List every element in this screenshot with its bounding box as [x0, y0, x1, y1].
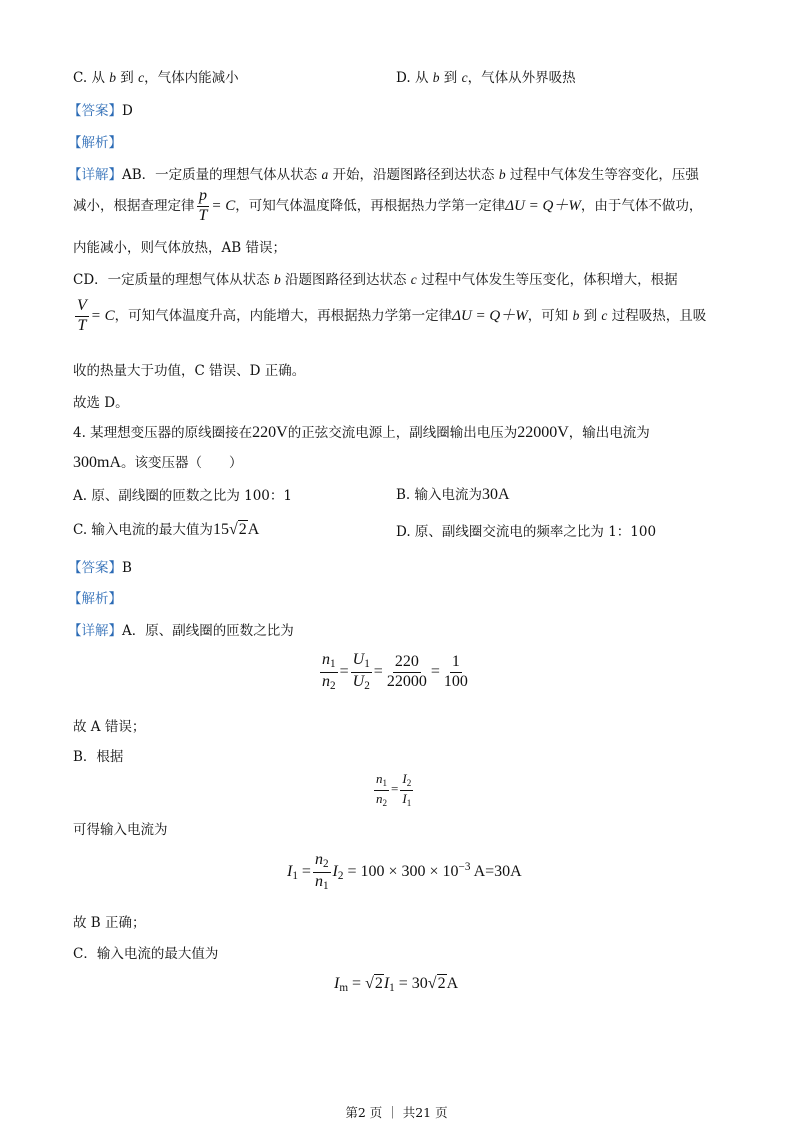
q3-detail-line3: 内能减小，则气体放热，AB 错误；: [73, 240, 286, 256]
text: 4. 某理想变压器的原线圈接在: [73, 425, 253, 441]
q4-stem-line1: [73, 421, 650, 442]
detail-tag: 【详解】: [68, 167, 122, 183]
text: 从: [414, 70, 429, 86]
frac-n1-n2: [320, 652, 338, 693]
sub: 2: [322, 858, 329, 870]
equals: =: [352, 975, 362, 992]
sqrt: √2: [427, 975, 446, 992]
var: a: [321, 167, 329, 182]
radicand: 2: [437, 975, 446, 992]
answer-value: B: [122, 560, 132, 576]
value: 22000V: [517, 424, 569, 441]
rhs: = 100 × 300 × 10: [347, 862, 459, 880]
frac-i2-i1: [400, 772, 413, 808]
frac-num: V: [75, 298, 89, 317]
unit: A: [247, 521, 260, 538]
first-law-equation: ΔU = Q＋W: [505, 197, 581, 214]
q3-answer: [68, 99, 133, 119]
sub: 1: [330, 658, 336, 670]
i: I: [402, 771, 407, 786]
q3-detail-line2: [73, 188, 702, 225]
q4-option-c: [73, 518, 259, 539]
n: n: [376, 790, 383, 806]
text: ，气体从外界吸热: [467, 70, 576, 86]
i: I: [402, 790, 407, 806]
var: b: [273, 272, 281, 287]
q4-option-a: A. 原、副线圈的匝数之比为 100：1: [73, 488, 292, 504]
text: AB．一定质量的理想气体从状态: [122, 167, 318, 183]
option-label: C.: [73, 70, 88, 86]
den: 100: [443, 672, 468, 690]
q3-option-c: [73, 66, 239, 86]
var: b: [432, 70, 440, 85]
text: 。该变压器（ ）: [121, 455, 243, 471]
var: c: [461, 70, 468, 85]
frac-den: T: [77, 316, 87, 334]
q4-analysis-tag: 【解析】: [68, 591, 122, 607]
var: c: [410, 272, 417, 287]
i: I: [334, 975, 340, 992]
den: 22000: [386, 672, 427, 690]
q4-option-b: [396, 483, 510, 504]
q4-detail-a: [68, 619, 294, 639]
equation-current-ratio: $\frac{n_1}{n_2}$ = $\frac{I_2}{I_1}$: [376, 771, 412, 808]
text: ，气体内能减小: [144, 70, 239, 86]
equation-c: = C: [211, 197, 236, 214]
coef: 15: [212, 521, 229, 538]
text: CD．一定质量的理想气体从状态: [73, 272, 270, 288]
q3-detail-line4: [73, 268, 678, 288]
equation-turns-ratio: $\frac{n_1}{n_2}$ = $\frac{U_1}{U_2}$ = $\frac{220}{22000}$ = $\frac{1}{100}$: [322, 651, 468, 692]
frac-den: T: [198, 206, 208, 224]
q4-c-max: C．输入电流的最大值为: [73, 946, 219, 962]
unit: A: [446, 975, 459, 992]
radicand: 2: [374, 975, 383, 992]
q4-obtain: 可得输入电流为: [73, 822, 168, 838]
q4-a-wrong: 故 A 错误；: [73, 719, 146, 735]
equation-c: = C: [90, 307, 115, 324]
equation-input-current: $I_1$ = $\frac{n_2}{n_1}$ $I_2 = 100 \times 300 \times 10^{-3}$ A=30A: [287, 851, 522, 892]
var: c: [601, 307, 608, 323]
sub: 1: [292, 869, 298, 882]
sub: 1: [382, 778, 388, 788]
sub: 1: [322, 879, 329, 892]
var: b: [109, 70, 116, 85]
var: b: [572, 307, 580, 323]
q3-choose: 故选 D。: [73, 395, 129, 411]
text: ，可知气体温度降低，再根据热力学第一定律: [235, 197, 506, 214]
equation-max-current: [334, 975, 458, 994]
text: 的正弦交流电源上，副线圈输出电压为: [287, 425, 518, 441]
sub: 2: [406, 778, 412, 788]
first-law-equation: ΔU = Q＋W: [452, 307, 528, 324]
sub: 2: [382, 797, 388, 808]
frac-n1-n2: [374, 772, 389, 808]
sub: 1: [389, 982, 395, 994]
var: c: [138, 70, 145, 85]
text: A．原、副线圈的匝数之比为: [122, 623, 294, 639]
q3-analysis-tag: 【解析】: [68, 135, 122, 151]
n: n: [376, 771, 383, 786]
q4-b-basis: B．根据: [73, 749, 124, 765]
text: 到: [583, 307, 598, 324]
q3-detail-line6: 收的热量大于功值，C 错误、D 正确。: [73, 363, 306, 379]
value: 30A: [482, 486, 510, 503]
text: 到: [120, 70, 134, 86]
q4-option-d: D. 原、副线圈交流电的频率之比为 1：100: [396, 524, 657, 540]
q3-detail-line1: [68, 163, 699, 183]
text: 到: [443, 70, 458, 86]
sub: 1: [364, 658, 370, 670]
sub: 2: [330, 679, 336, 692]
text: 从: [91, 70, 105, 86]
q3-option-d: [396, 66, 576, 86]
option-label: D.: [396, 70, 411, 86]
text: ，由于气体不做功，: [580, 197, 703, 214]
fraction-v-over-t: [75, 298, 89, 335]
value: 220V: [252, 424, 288, 441]
sqrt: √2: [228, 521, 247, 538]
q3-detail-line5: [73, 298, 706, 335]
q4-answer: [68, 556, 132, 576]
answer-tag: 【答案】: [68, 560, 122, 576]
n: n: [314, 872, 323, 890]
text: 开始，沿题图路径到达状态: [332, 167, 495, 183]
exponent: −3: [458, 860, 471, 873]
text: ，可知: [527, 307, 569, 324]
q4-b-right: 故 B 正确；: [73, 915, 146, 931]
value: = 30: [398, 975, 428, 992]
unit: A=30A: [470, 862, 522, 880]
text: 过程中气体发生等容变化，压强: [509, 167, 699, 183]
value: 300mA: [73, 454, 121, 471]
frac-u1-u2: [351, 652, 372, 693]
answer-value: D: [122, 103, 133, 119]
n: n: [314, 851, 323, 868]
frac-num: p: [197, 188, 209, 207]
frac-ratio: [442, 654, 470, 691]
num: 220: [393, 654, 421, 673]
q4-stem-line2: [73, 451, 243, 472]
fraction-p-over-t: [197, 188, 210, 225]
num: 1: [450, 654, 462, 673]
n: n: [322, 651, 330, 668]
radicand: 2: [238, 521, 247, 538]
text: 减小，根据查理定律: [73, 197, 195, 214]
i: I: [383, 975, 390, 992]
text: B. 输入电流为: [396, 487, 483, 503]
u: U: [352, 672, 365, 690]
sub: 1: [406, 797, 412, 808]
text: C. 输入电流的最大值为: [73, 522, 213, 538]
n: n: [322, 672, 330, 690]
answer-tag: 【答案】: [68, 103, 122, 119]
sqrt: √2: [365, 975, 383, 992]
text: 过程吸热，且吸: [611, 307, 707, 324]
text: ，输出电流为: [568, 425, 650, 441]
i: I: [287, 862, 293, 880]
page-footer: 第2 页 ｜ 共21 页: [345, 1105, 448, 1120]
sub: 2: [364, 679, 370, 692]
text: 沿题图路径到达状态: [285, 272, 407, 288]
text: 过程中气体发生等压变化，体积增大，根据: [421, 272, 678, 288]
sub: 2: [337, 869, 344, 882]
frac-n2-n1: [313, 852, 331, 893]
frac-voltages: [385, 654, 429, 691]
detail-tag: 【详解】: [68, 623, 122, 639]
var: b: [498, 167, 506, 182]
i: I: [332, 862, 338, 880]
sub: m: [339, 982, 349, 994]
u: U: [352, 651, 365, 668]
text: ，可知气体温度升高，内能增大，再根据热力学第一定律: [114, 307, 453, 324]
